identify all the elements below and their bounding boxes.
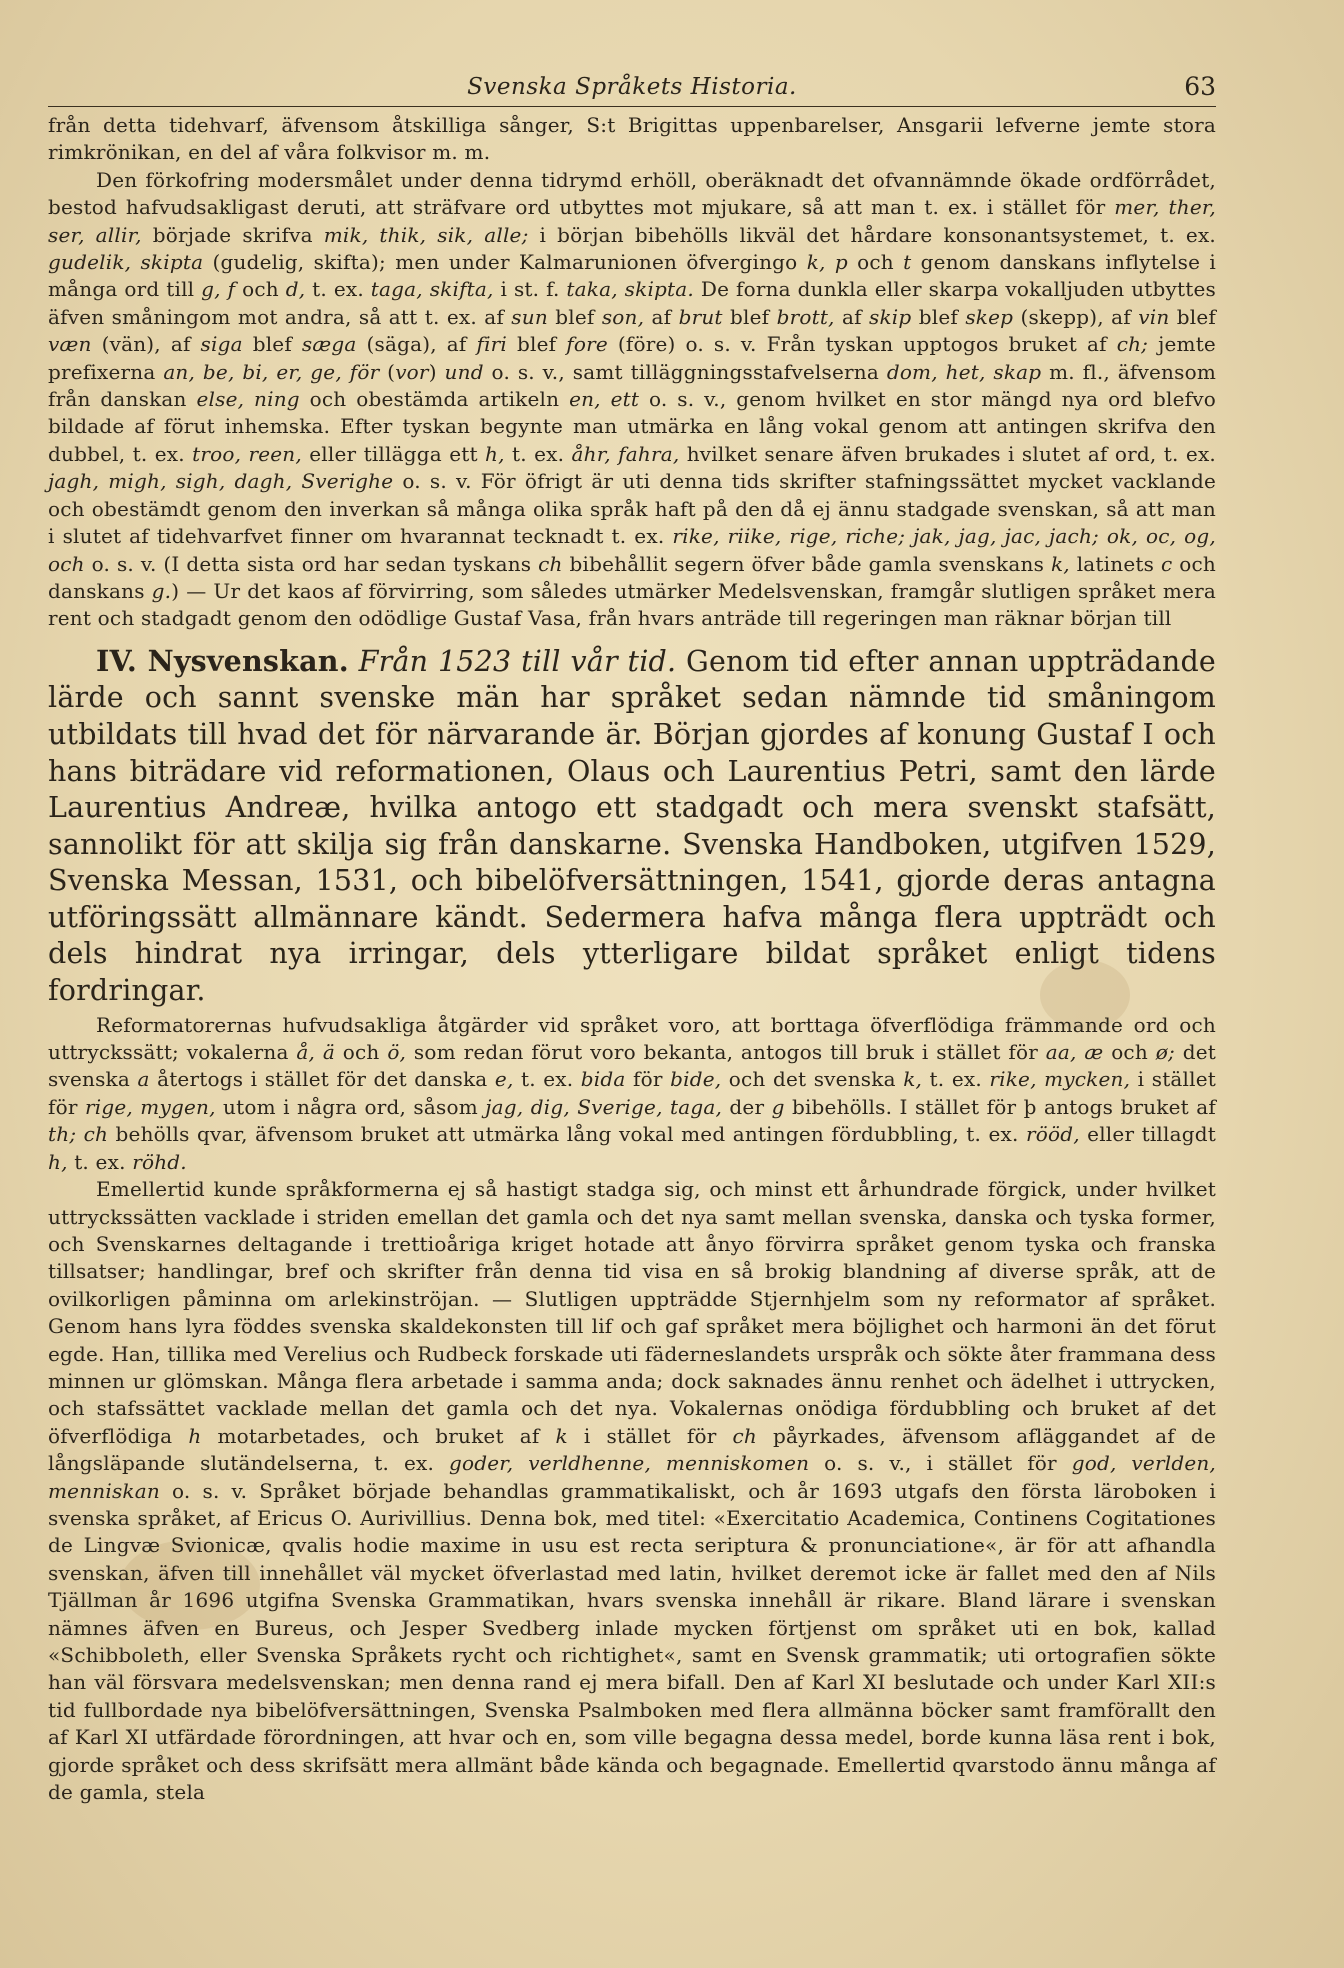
italic-text: troo, reen, — [192, 441, 302, 466]
italic-text: bide, — [670, 1067, 722, 1092]
body-text — [48, 112, 1216, 1806]
text-run: och — [235, 277, 286, 302]
italic-text: dom, het, skap — [886, 359, 1042, 384]
text-run: i st. f. — [493, 277, 567, 302]
text-run: och — [334, 1040, 388, 1065]
text-run: blef — [1169, 304, 1217, 329]
italic-text: taga, skifta, — [370, 277, 494, 302]
italic-text: jag, dig, Sverige, taga, — [485, 1094, 723, 1119]
italic-text: k, p — [806, 250, 848, 275]
text-run: och danskans — [48, 551, 1217, 603]
text-run: och — [847, 250, 904, 275]
italic-text: jagh, migh, sigh, dagh, Sverighe — [48, 469, 394, 494]
italic-text: god, verlden, menniskan — [48, 1451, 1216, 1503]
italic-text: brut — [678, 304, 723, 329]
italic-text: h — [188, 1423, 202, 1448]
text-run: bibehållit segern öfver både gamla svenskans — [562, 551, 1051, 576]
text-run: der — [722, 1094, 772, 1119]
italic-text: mer, ther, ser, allir, — [48, 195, 1216, 247]
italic-text: a — [137, 1067, 150, 1092]
text-run: ( — [379, 359, 396, 384]
italic-text: g, f — [201, 277, 236, 302]
text-run: från detta tidehvarf, äfvensom åtskilliga sånger, S:t Brigittas uppenbarelser, Ansgarii lefverne jemte stora rimkrönikan, en del af våra folkvisor m. m. — [48, 113, 1216, 165]
text-run: t. ex. — [504, 441, 572, 466]
sec-sub: Från 1523 till vår tid. — [358, 644, 677, 678]
text-run: o. s. v., genom hvilket en stor mängd nya ord blefvo bildade af förut inhemska. Efter tyskan begynte man utmärka en lång vokal genom att antingen skrifva den dubbel, t. ex. — [48, 387, 1216, 466]
italic-text: ö, — [387, 1040, 407, 1065]
text-run: i stället för — [48, 1067, 1217, 1119]
text-run: blef — [547, 304, 602, 329]
text-run: o. s. v., samt tilläggningsstafvelserna — [483, 359, 887, 384]
italic-text: sæga — [301, 332, 357, 357]
italic-text: bida — [580, 1067, 626, 1092]
text-run: hvilket senare äfven brukades i slutet af ord, t. ex. — [679, 441, 1216, 466]
text-run: för — [625, 1067, 671, 1092]
italic-text: k, — [903, 1067, 923, 1092]
text-run: motarbetades, och bruket af — [201, 1423, 556, 1448]
text-run: i stället för — [567, 1423, 733, 1448]
text-run: Den förkofring modersmålet under denna tidrymd erhöll, oberäknadt det ofvannämnde ökade ordförrådet, bestod hafvudsakligast deruti, att sträfvare ord utbyttes mot mjukare, så att man t. ex. i stället för — [48, 167, 1216, 220]
text-run: m. fl., äfvensom från danskan — [48, 359, 1217, 412]
text-run: behölls qvar, äfvensom bruket att utmärka lång vokal med antingen fördubbling, t. ex. — [108, 1122, 1026, 1147]
italic-text: g — [771, 1094, 785, 1119]
text-run: blef — [722, 304, 777, 329]
italic-text: th; ch — [48, 1122, 109, 1147]
text-run: Emellertid kunde språkformerna ej så hastigt stadga sig, och minst ett århundrade förgick, under hvilket uttryckssätten vacklade i striden emellan det gamla och det nya samt mellan svenska, danska och tyska former, och Svenskarnes deltagande i trettioåriga kriget hotade att ånyo förvirra språket genom tyska och franska tillsatser; handlingar, bref och skrifter från denna tid visa en så brokig blandning af diverse språk, att de ovilkorligen påminna om arlekinströjan. — Slutligen uppträdde Stjernhjelm som ny reformator af språket. Genom hans lyra föddes svenska skaldekonsten till lif och gaf språket mera böjlighet och harmoni än det förut egde. Han, tillika med Verelius och Rudbeck forskade uti fäderneslandets urspråk och sökte åter frammana dess minnen ur glömskan. Många flera arbetade i samma anda; dock saknades ännu renhet och ädelhet i uttrycken, och stafssättet vacklade mellan det gamla och det nya. Vokalernas onödiga fördubbling och bruket af det öfverflödiga — [48, 1177, 1216, 1448]
text-run: blef — [911, 304, 966, 329]
italic-text: ch; — [1116, 332, 1149, 357]
italic-text: d, — [285, 277, 306, 302]
text-run: blef — [507, 332, 567, 357]
text-run: t. ex. — [922, 1067, 990, 1092]
italic-text: e, — [494, 1067, 514, 1092]
italic-text: an, be, bi, er, ge, för — [163, 359, 380, 384]
italic-text: rike, riike, rige, riche; jak, jag, jac, jach; ok, oc, og, och — [48, 524, 1216, 576]
running-title: Svenska Språkets Historia. — [467, 74, 797, 100]
italic-text: gudelik, skipta — [48, 250, 204, 275]
italic-text: siga — [200, 332, 243, 357]
text-run: o. s. v. (I detta sista ord har sedan tyskans — [84, 551, 539, 576]
italic-text: en, ett — [569, 387, 640, 412]
italic-text: k, — [1050, 551, 1070, 576]
text-run: genom danskans inflytelse i många ord till — [48, 250, 1217, 302]
italic-text: rööd, — [1025, 1122, 1080, 1147]
text-run: eller tillägga ett — [301, 441, 486, 466]
italic-text: ø; — [1155, 1040, 1175, 1065]
italic-text: t — [903, 250, 912, 275]
italic-text: else, ning — [196, 387, 300, 412]
italic-text: vor — [395, 359, 429, 384]
italic-text: röhd. — [132, 1149, 187, 1174]
text-run: t. ex. — [513, 1067, 581, 1092]
text-run: bibehölls. I stället för þ antogs bruket af — [784, 1094, 1216, 1119]
text-run: påyrkades, äfvensom afläggandet af de långsläpande slutändelserna, t. ex. — [48, 1423, 1216, 1476]
paragraph — [48, 167, 1216, 633]
text-run: t. ex. — [67, 1149, 133, 1174]
text-run: utom i några ord, såsom — [215, 1094, 486, 1119]
text-run: ) — [428, 359, 445, 384]
italic-text: åhr, fahra, — [571, 441, 680, 466]
sec-title: Nysvenskan. — [147, 643, 349, 678]
text-run: Genom tid efter annan uppträdande lärde och sannt svenske män har språket sedan nämnde tid småningom utbildats till hvad det för närvarande är. Början gjordes af konung Gustaf I och hans biträdare vid reformationen, Olaus och Laurentius Petri, samt den lärde Laurentius Andreæ, hvilka antogo ett stadgadt och mera svenskt stafsätt, sannolikt för att skilja sig från danskarne. Svenska Handboken, utgifven 1529, Svenska Messan, 1531, och bibelöfversättningen, 1541, gjorde deras antagna utföringssätt allmännare kändt. Sedermera hafva många flera uppträdt och dels hindrat nya irringar, dels ytterligare bildat språket enligt tidens fordringar. — [48, 644, 1216, 1008]
italic-text: rike, mycken, — [989, 1067, 1131, 1092]
sec-num: IV. — [96, 643, 148, 678]
italic-text: k — [555, 1423, 568, 1448]
page-number: 63 — [1184, 72, 1216, 101]
italic-text: und — [444, 359, 484, 384]
text-run: af — [644, 304, 679, 329]
italic-text: fore — [566, 332, 608, 357]
italic-text: c — [1160, 551, 1173, 576]
text-run: Reformatorernas hufvudsakliga åtgärder vid språket voro, att borttaga öfverflödiga främmande ord och uttryckssätt; vokalerna — [48, 1012, 1216, 1065]
italic-text: son, — [601, 304, 645, 329]
text-run: (säga), af — [356, 332, 477, 357]
text-run: och obestämda artikeln — [299, 387, 570, 412]
text-run: o. s. v. Språket började behandlas grammatikaliskt, och år 1693 utgafs den första läroboken i svenska språket, af Ericus O. Aurivillius. Denna bok, med titel: «Exercitatio Academica, Continens Cogitationes de Lingvæ Svionicæ, qvalis hodie maxime in usu est recta seriptura & pronunciatione«, är för att afhandla svenskan, äfven till innehållet väl mycket öfverlastad med latin, hvilket deremot icke är fallet med den af Nils Tjällman år 1696 utgifna Svenska Grammatikan, hvars svenska innehåll är rikare. Bland lärare i svenskan nämnes äfven en Bureus, och Jesper Svedberg inlade mycken förtjenst om språket uti en bok, kallad «Schibboleth, eller Svenska Språkets rycht och richtighet«, samt en Svensk grammatik; uti ortografien sökte han väl försvara medelsvenskan; men denna rand ej mera bifall. Den af Karl XI beslutade och under Karl XII:s tid fullbordade nya bibelöfversättningen, Svenska Psalmboken med flera allmänna böcker samt framförallt den af Karl XI utfärdade förordningen, att hvar och en, som ville begagna dessa medel, borde kunna läsa rent i bok, gjorde språket och dess skrifsätt mera allmänt både kända och begagnade. Emellertid qvarstodo ännu många af de gamla, stela — [48, 1478, 1216, 1805]
italic-text: ch — [732, 1423, 757, 1448]
text-run: o. s. v., i stället för — [809, 1451, 1072, 1476]
text-run — [349, 645, 359, 678]
text-run: (skepp), af — [1013, 304, 1139, 329]
text-run: af — [834, 304, 870, 329]
text-run: De forna dunkla eller skarpa vokalljuden utbyttes äfven småningom mot andra, så att t. ex. af — [48, 277, 1216, 329]
text-run: (vän), af — [91, 332, 201, 357]
text-run: ) — Ur det kaos af förvirring, som således utmärker Medelsvenskan, framgår slutligen språket mera rent och stadgadt genom den odödlige Gustaf Vasa, från hvars anträde till regeringen man räknar början till — [48, 578, 1216, 631]
text-run: (före) o. s. v. Från tyskan upptogos bruket af — [607, 332, 1117, 357]
italic-text: h, — [485, 441, 505, 466]
paragraph — [48, 112, 1216, 167]
text-run: började skrifva — [141, 222, 324, 247]
text-run: eller tillagdt — [1079, 1122, 1216, 1147]
italic-text: firi — [476, 332, 508, 357]
italic-text: vin — [1138, 304, 1170, 329]
italic-text: taka, skipta. — [566, 277, 694, 302]
italic-text: væn — [48, 332, 92, 357]
text-run: t. ex. — [305, 277, 371, 302]
text-run: latinets — [1069, 551, 1161, 576]
italic-text: g. — [151, 578, 172, 603]
text-run: och det svenska — [721, 1067, 904, 1092]
section-paragraph — [48, 643, 1216, 1010]
text-run: som redan förut voro bekanta, antogos till bruk i stället för — [406, 1040, 1046, 1065]
italic-text: å, ä — [296, 1040, 335, 1065]
paragraph — [48, 1012, 1216, 1176]
italic-text: aa, æ — [1045, 1040, 1104, 1065]
italic-text: goder, verldhenne, menniskomen — [448, 1451, 810, 1476]
page-header — [48, 70, 1216, 107]
italic-text: ch — [538, 551, 563, 576]
text-run: (gudelig, skifta); men under Kalmarunionen öfvergingo — [203, 250, 807, 275]
text-run: i början bibehölls likväl det hårdare konsonantsystemet, t. ex. — [528, 222, 1216, 247]
text-run: o. s. v. För öfrigt är uti denna tids skrifter stafningssättet mycket vacklande och obestämdt genom den inverkan så många olika språk haft på den då ej ännu stadgade svenskan, så att man i slutet af tidehvarfvet finner om hvarannat tecknadt t. ex. — [48, 469, 1216, 549]
italic-text: h, — [48, 1149, 68, 1174]
italic-text: mik, thik, sik, alle; — [323, 222, 529, 247]
text-run: återtogs i stället för det danska — [149, 1067, 495, 1092]
text-run: det svenska — [48, 1040, 1216, 1092]
text-run: blef — [242, 332, 302, 357]
italic-text: skip — [869, 304, 912, 329]
text-run: jemte prefixerna — [48, 332, 1216, 384]
italic-text: rige, mygen, — [84, 1094, 216, 1119]
italic-text: skep — [965, 304, 1014, 329]
text-run: och — [1103, 1040, 1156, 1065]
italic-text: brott, — [776, 304, 835, 329]
italic-text: sun — [511, 304, 548, 329]
paragraph — [48, 1176, 1216, 1806]
